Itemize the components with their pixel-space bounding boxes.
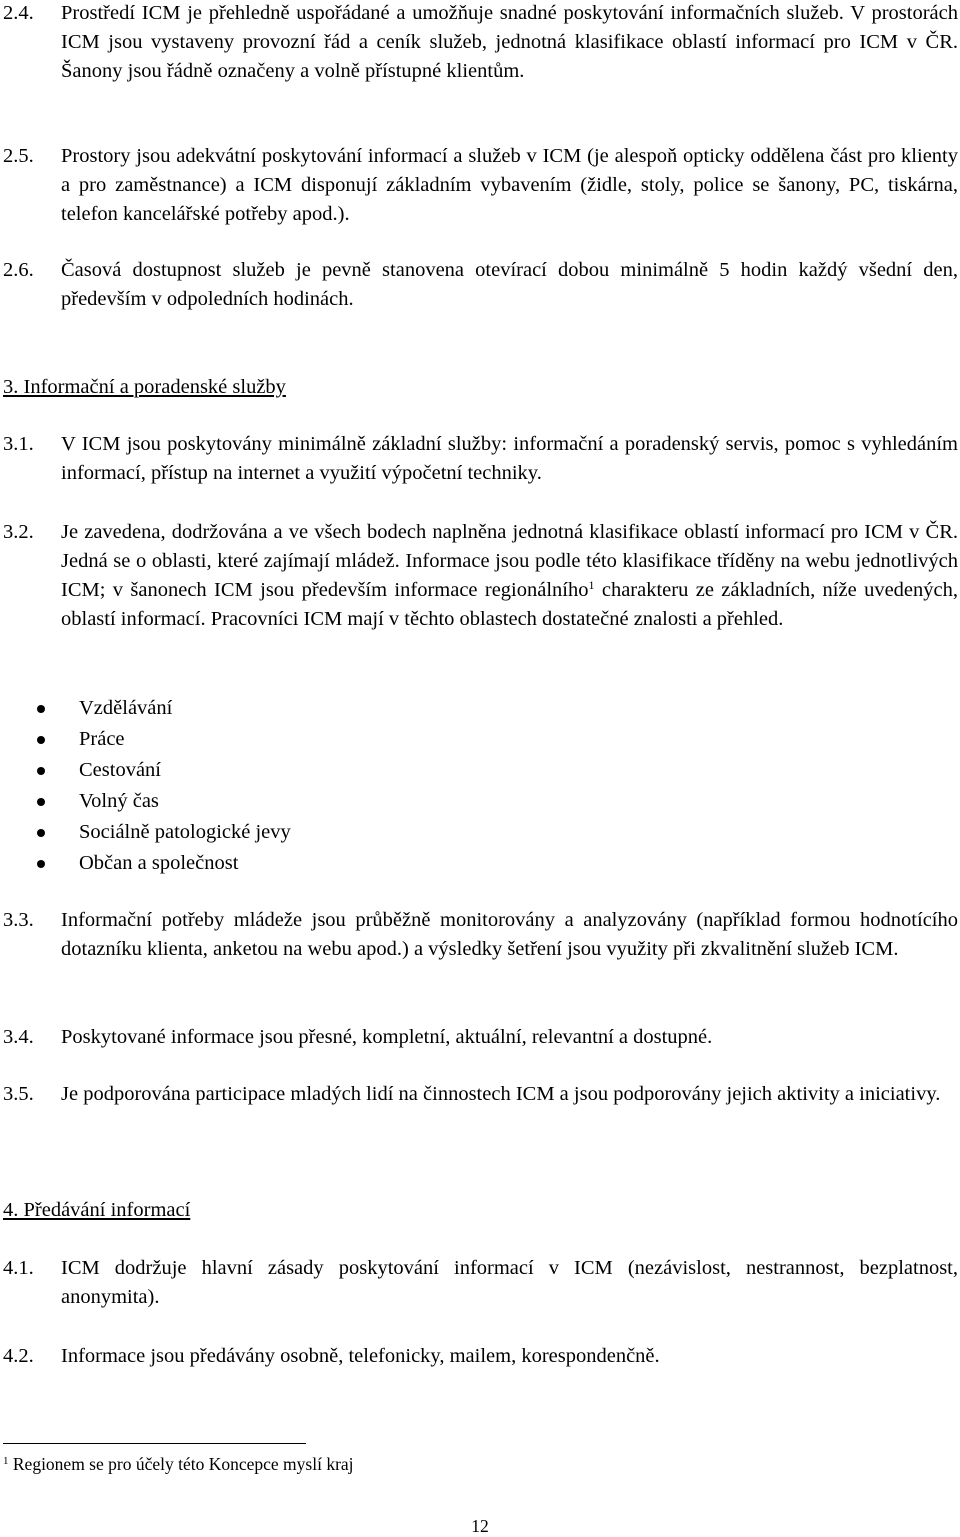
list-item (0, 786, 291, 817)
list-item-label: Volný čas (79, 790, 159, 812)
section-3-heading: 3. Informační a poradenské služby (3, 376, 286, 398)
list-item (0, 724, 291, 755)
item-2-4 (0, 0, 958, 86)
item-2-6 (0, 256, 958, 314)
item-number: 3.1. (3, 433, 34, 455)
list-item (0, 817, 291, 848)
section-4-heading: 4. Předávání informací (3, 1199, 191, 1221)
footnote (3, 1452, 354, 1476)
item-text: Prostředí ICM je přehledně uspořádané a umožňuje snadné poskytování informačních služeb. V prostorách ICM jsou vystaveny provozní řád a ceník služeb, jednotná klasifikace oblastí informací pro ICM v ČR. Šanony jsou řádně označeny a volně přístupné klientům. (61, 2, 958, 82)
bullet-icon (37, 705, 45, 713)
list-item (0, 755, 291, 786)
footnote-text: Regionem se pro účely této Koncepce myslí kraj (12, 1454, 354, 1474)
item-text: Informace jsou předávány osobně, telefonicky, mailem, korespondenčně. (61, 1345, 660, 1367)
item-number: 2.6. (3, 259, 34, 281)
item-number: 2.5. (3, 145, 34, 167)
item-text-part: charakteru ze základních, níže uvedených, oblastí informací. Pracovníci ICM mají v těchto oblastech dostatečné znalosti a přehled. (61, 579, 958, 630)
item-3-4 (0, 1023, 958, 1052)
item-4-2 (0, 1342, 958, 1371)
item-number: 4.1. (3, 1257, 34, 1279)
bullet-icon (37, 767, 45, 775)
item-number: 3.2. (3, 521, 34, 543)
bullet-icon (37, 829, 45, 837)
item-text: Je podporována participace mladých lidí na činnostech ICM a jsou podporovány jejich aktivity a iniciativy. (61, 1083, 941, 1105)
information-areas-list (0, 693, 291, 879)
item-text: Prostory jsou adekvátní poskytování informací a služeb v ICM (je alespoň opticky oddělena část pro klienty a pro zaměstnance) a ICM disponují základním vybavením (židle, stoly, police se šanony, PC, tiskárna, telefon kancelářské potřeby apod.). (61, 145, 958, 225)
item-2-5 (0, 142, 958, 229)
item-text: V ICM jsou poskytovány minimálně základní služby: informační a poradenský servis, pomoc s vyhledáním informací, přístup na internet a využití výpočetní techniky. (61, 433, 958, 484)
item-number: 3.4. (3, 1026, 34, 1048)
bullet-icon (37, 736, 45, 744)
page-number: 12 (471, 1516, 489, 1536)
list-item-label: Sociálně patologické jevy (79, 821, 291, 843)
item-text: Časová dostupnost služeb je pevně stanovena otevírací dobou minimálně 5 hodin každý všední den, především v odpoledních hodinách. (61, 259, 958, 310)
item-4-1 (0, 1254, 958, 1312)
footnote-reference: 1 (588, 578, 595, 592)
item-text: ICM dodržuje hlavní zásady poskytování informací v ICM (nezávislost, nestrannost, bezplatnost, anonymita). (61, 1257, 958, 1308)
list-item-label: Práce (79, 728, 125, 750)
item-text-part: Je zavedena, dodržována a ve všech bodech naplněna jednotná klasifikace oblastí informací pro ICM v ČR. Jedná se o oblasti, které zajímají mládež. Informace jsou podle této klasifikace tříděny na webu jednotlivých ICM; v šanonech ICM jsou především informace regionálního (61, 521, 958, 601)
footnote-mark: 1 (3, 1455, 9, 1467)
item-number: 2.4. (3, 2, 34, 24)
item-3-2 (0, 518, 958, 634)
item-text: Informační potřeby mládeže jsou průběžně monitorovány a analyzovány (například formou hodnotícího dotazníku klienta, anketou na webu apod.) a výsledky šetření jsou využity při zkvalitnění služeb ICM. (61, 909, 958, 960)
item-3-5 (0, 1080, 958, 1109)
item-text (61, 518, 958, 634)
item-text: Poskytované informace jsou přesné, kompletní, aktuální, relevantní a dostupné. (61, 1026, 713, 1048)
list-item-label: Vzdělávání (79, 697, 173, 719)
item-number: 3.5. (3, 1083, 34, 1105)
item-number: 3.3. (3, 909, 34, 931)
footnote-separator (3, 1443, 306, 1444)
list-item-label: Občan a společnost (79, 852, 239, 874)
list-item (0, 848, 291, 879)
list-item-label: Cestování (79, 759, 161, 781)
bullet-icon (37, 860, 45, 868)
item-3-1 (0, 430, 958, 488)
item-3-3 (0, 906, 958, 964)
bullet-icon (37, 798, 45, 806)
list-item (0, 693, 291, 724)
item-number: 4.2. (3, 1345, 34, 1367)
